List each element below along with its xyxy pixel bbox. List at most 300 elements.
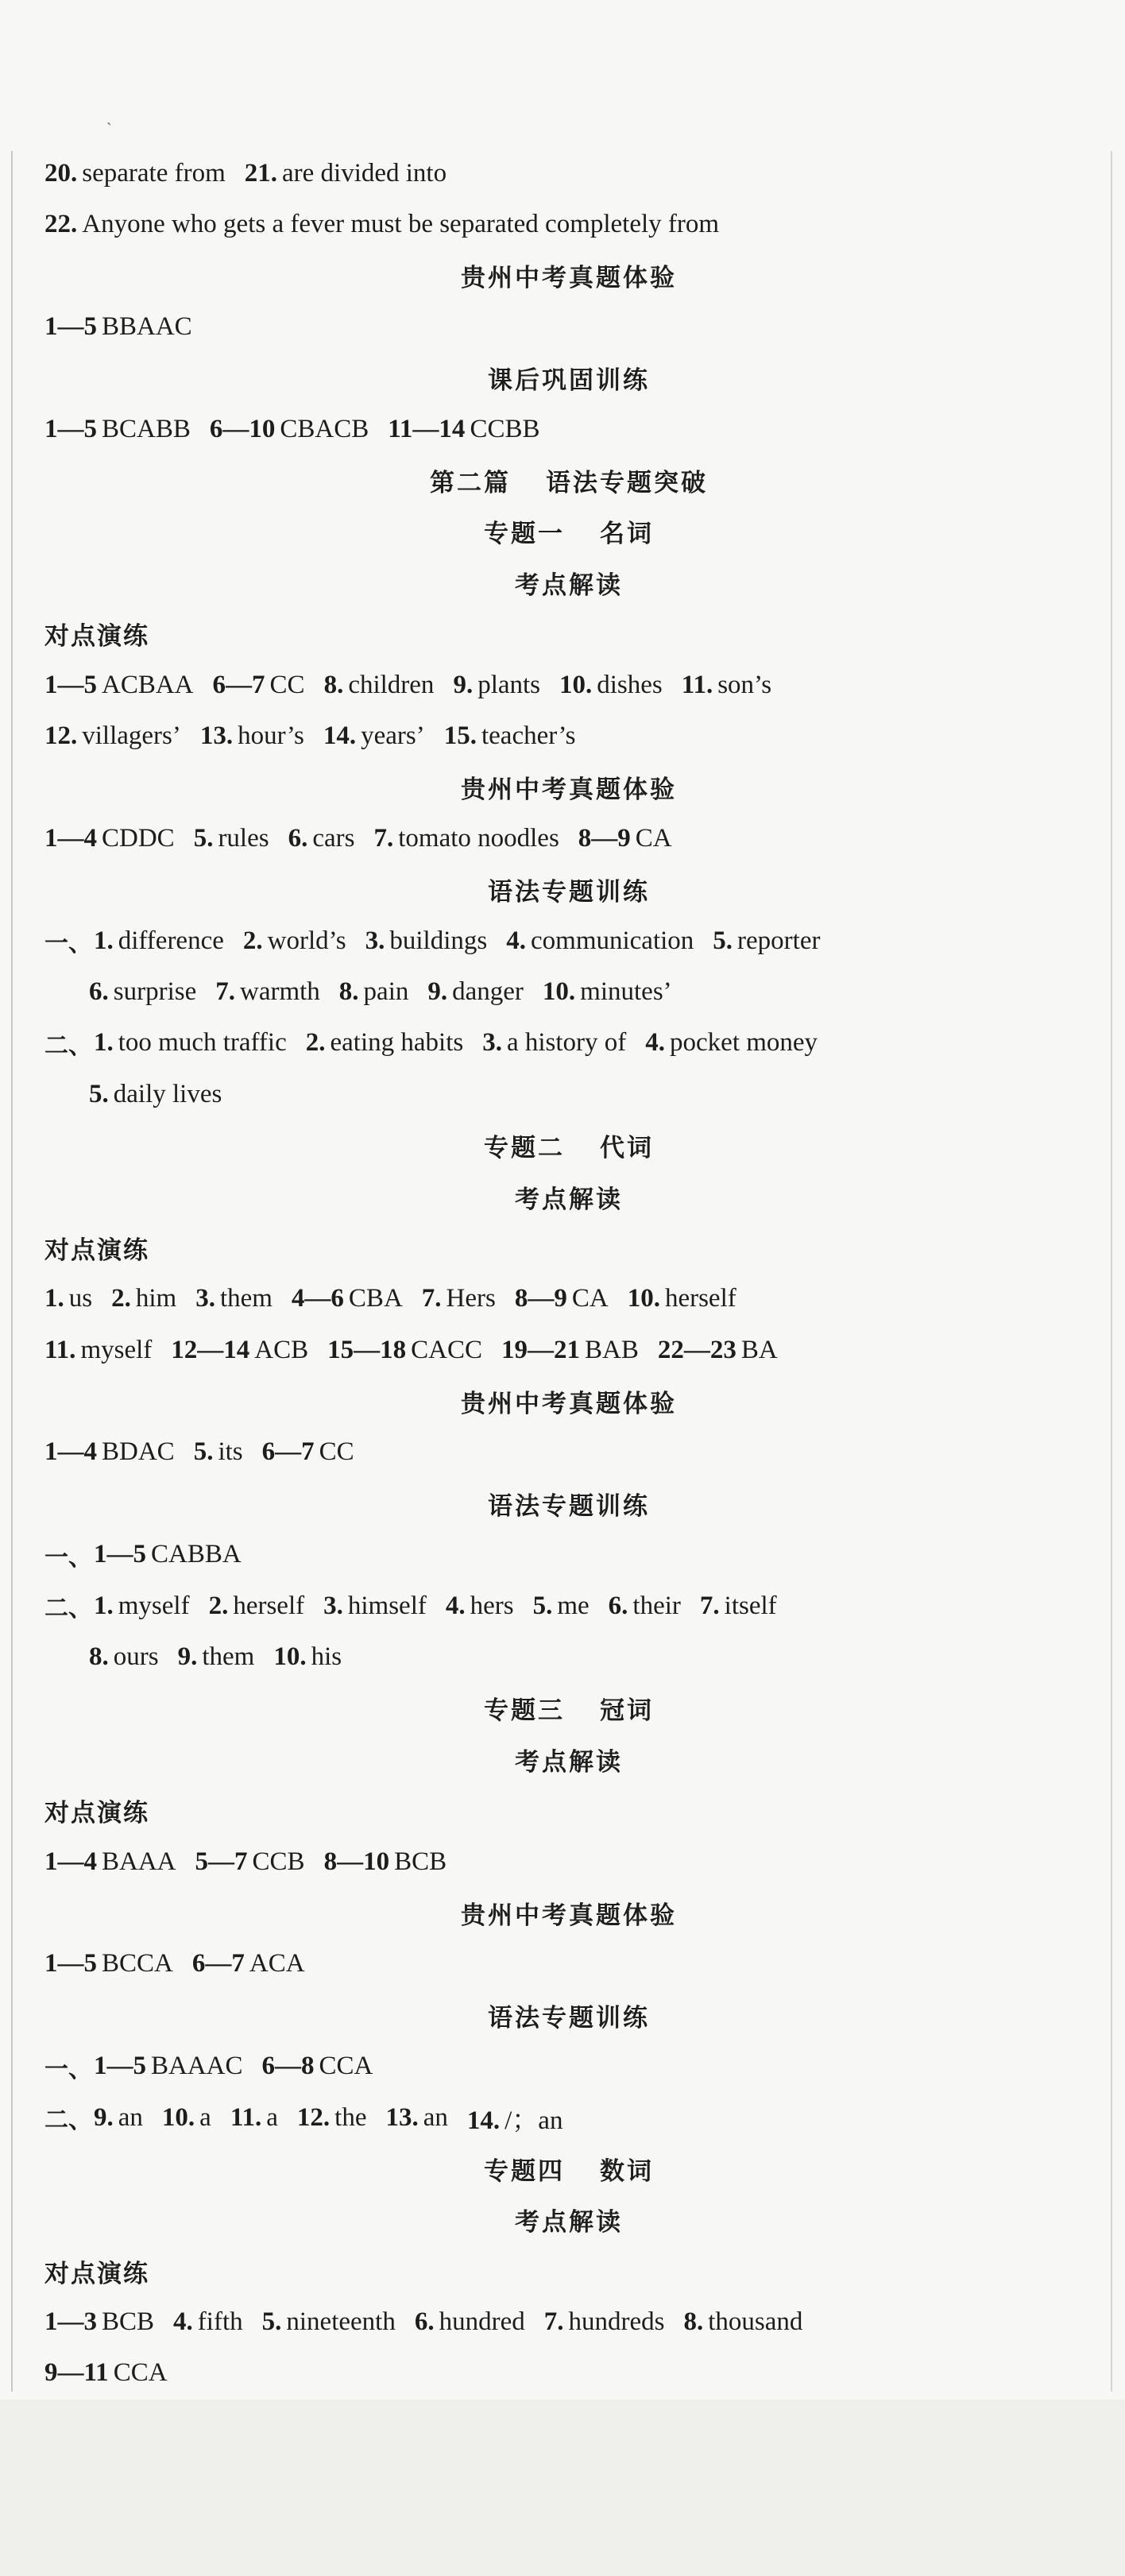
question-number: 7.: [421, 1284, 442, 1313]
question-number: 2.: [111, 1284, 131, 1313]
page-left-rule: [11, 151, 13, 2392]
answer-text: CCA: [319, 2052, 373, 2081]
question-number: 2.: [305, 1028, 326, 1058]
answer-text: teacher’s: [481, 721, 576, 750]
answer-text: warmth: [239, 977, 320, 1006]
section-heading: [44, 1375, 1093, 1426]
question-number: 11.: [681, 670, 713, 699]
answer-item: [306, 1028, 463, 1058]
answer-item: [682, 671, 771, 700]
question-number: 3.: [482, 1028, 502, 1058]
question-number: 13.: [199, 721, 234, 750]
topic-heading-part: 专题二: [484, 1134, 565, 1163]
topic-heading-title: 冠词: [600, 1696, 654, 1726]
answer-item: [482, 1028, 626, 1058]
answer-item: [324, 671, 435, 700]
answer-item: [89, 1080, 222, 1109]
answer-item: [89, 977, 196, 1007]
answer-text: BAB: [585, 1335, 639, 1364]
question-number: 7.: [373, 823, 394, 853]
answer-line: [44, 1580, 1093, 1631]
topic-heading-title: 语法专题突破: [546, 469, 708, 498]
answer-item: [230, 2103, 278, 2133]
question-number: 10.: [273, 1642, 307, 1672]
answer-line: [44, 710, 1093, 761]
answer-item: [273, 1642, 342, 1672]
answer-text: CCA: [113, 2358, 168, 2388]
answer-line: [44, 1530, 1093, 1580]
answer-item: [171, 1336, 308, 1365]
answer-line: [44, 1631, 1093, 1682]
practice-label: [44, 2245, 1093, 2296]
question-number: 12.: [44, 721, 78, 750]
question-number: 10.: [542, 977, 576, 1006]
answer-line: [44, 1018, 1093, 1069]
answer-item: [215, 977, 320, 1007]
answer-text: tomato noodles: [398, 823, 559, 853]
answer-text: difference: [118, 926, 224, 955]
answer-text: itself: [724, 1591, 777, 1620]
answer-line: [44, 1939, 1093, 1990]
answer-item: [44, 210, 719, 239]
answer-line: [44, 404, 1093, 454]
topic-heading-title: 名词: [600, 520, 654, 549]
answer-text: BBAAC: [102, 311, 192, 341]
answer-line: [44, 2348, 1093, 2399]
answer-text: daily lives: [113, 1079, 222, 1108]
answer-item: [44, 1847, 176, 1877]
question-number: 1—4: [44, 1437, 97, 1467]
question-number: 14.: [466, 2106, 501, 2135]
topic-heading: [44, 454, 1093, 505]
question-number: 6.: [608, 1591, 628, 1620]
answer-item: [385, 2103, 447, 2133]
answer-text: CDDC: [102, 823, 175, 853]
section-heading-text: 贵州中考真题体验: [461, 264, 677, 293]
question-number: 10.: [559, 670, 593, 699]
question-number: 3.: [323, 1591, 343, 1620]
answer-text: world’s: [267, 926, 346, 955]
answer-text: ACBAA: [102, 670, 194, 699]
question-number: 1—5: [94, 1540, 146, 1569]
question-number: 6.: [89, 977, 109, 1006]
part-prefix: 一、: [44, 1543, 92, 1572]
answer-item: [444, 721, 576, 751]
section-heading-text: 贵州中考真题体验: [461, 1901, 677, 1930]
question-number: 1—5: [44, 414, 97, 443]
answer-text: a: [199, 2102, 211, 2132]
question-number: 4.: [506, 926, 526, 955]
answer-item: [44, 159, 226, 188]
question-number: 9—11: [44, 2358, 109, 2388]
section-heading-text: 语法专题训练: [488, 1491, 650, 1521]
answer-item: [501, 1336, 639, 1365]
answer-item: [427, 977, 524, 1007]
answer-item: [262, 2307, 396, 2337]
answer-text: /；an: [505, 2106, 563, 2135]
answer-item: [94, 1540, 242, 1569]
answer-item: [288, 824, 355, 853]
part-prefix: 一、: [44, 2055, 92, 2083]
answer-item: [44, 1284, 92, 1313]
question-number: 6—8: [261, 2052, 315, 2081]
answer-text: BCABB: [102, 414, 191, 443]
answer-text: reporter: [737, 926, 821, 955]
question-number: 4.: [173, 2307, 193, 2337]
answer-item: [446, 1592, 514, 1621]
question-number: 21.: [244, 158, 277, 188]
question-number: 2.: [208, 1591, 229, 1620]
answer-text: dishes: [597, 670, 663, 699]
answer-item: [44, 721, 181, 751]
section-heading-text: 课后巩固训练: [488, 366, 650, 396]
question-number: 6.: [414, 2307, 435, 2337]
section-heading: [44, 1990, 1093, 2040]
answer-line: [44, 1325, 1093, 1375]
answer-item: [262, 1437, 354, 1467]
answer-item: [44, 824, 175, 853]
section-heading-text: 语法专题训练: [488, 2003, 650, 2033]
section-heading: [44, 1734, 1093, 1785]
answer-text: herself: [664, 1284, 736, 1313]
answer-text: communication: [531, 926, 694, 955]
answer-text: children: [348, 670, 435, 699]
question-number: 11—14: [388, 414, 466, 443]
question-number: 8—9: [514, 1284, 567, 1313]
answer-item: [94, 2052, 243, 2081]
answer-text: danger: [452, 977, 524, 1006]
answer-item: [94, 2103, 143, 2133]
answer-item: [44, 2307, 154, 2337]
answer-text: CABBA: [151, 1540, 242, 1569]
answer-line: [44, 813, 1093, 864]
answer-text: myself: [80, 1335, 153, 1364]
answer-text: ACA: [249, 1949, 305, 1978]
answer-item: [543, 977, 672, 1007]
question-number: 9.: [453, 670, 474, 699]
topic-heading: [44, 2143, 1093, 2194]
practice-label-text: 对点演练: [44, 1236, 149, 1265]
answer-text: hers: [470, 1591, 514, 1620]
answer-text: CA: [635, 823, 672, 853]
answer-item: [388, 415, 539, 444]
answer-item: [245, 159, 447, 188]
section-heading: [44, 1478, 1093, 1529]
answer-text: CC: [319, 1437, 354, 1467]
answer-item: [44, 312, 192, 342]
question-number: 8—10: [323, 1847, 390, 1876]
topic-heading-part: 专题三: [484, 1696, 565, 1726]
question-number: 1—4: [44, 823, 97, 853]
topic-heading-text: [484, 1127, 654, 1163]
answer-text: buildings: [389, 926, 488, 955]
question-number: 15.: [443, 721, 477, 750]
answer-text: CBACB: [280, 414, 369, 443]
section-heading: [44, 250, 1093, 301]
answer-text: us: [68, 1284, 93, 1313]
section-heading: [44, 2195, 1093, 2245]
question-number: 7.: [699, 1591, 720, 1620]
question-number: 1.: [94, 1591, 114, 1620]
question-number: 6—7: [261, 1437, 315, 1467]
answer-line: [44, 199, 1093, 249]
answer-text: BAAA: [102, 1847, 176, 1876]
answer-text: them: [202, 1642, 255, 1672]
answer-item: [195, 1284, 273, 1313]
part-prefix: 一、: [44, 930, 92, 958]
section-heading: [44, 353, 1093, 404]
answer-item: [415, 2307, 525, 2337]
answer-item: [210, 415, 369, 444]
answer-text: an: [423, 2102, 448, 2132]
part-prefix: 二、: [44, 2106, 92, 2135]
question-number: 5.: [532, 1591, 553, 1620]
answer-text: too much traffic: [118, 1028, 287, 1058]
question-number: 12—14: [171, 1335, 250, 1364]
answer-line: [44, 2040, 1093, 2091]
practice-label-text: 对点演练: [44, 2259, 149, 2288]
answer-item: [44, 2358, 168, 2388]
answer-item: [213, 671, 305, 700]
answer-item: [645, 1028, 818, 1058]
question-number: 1—4: [44, 1847, 97, 1876]
answer-text: a history of: [506, 1028, 627, 1058]
answer-text: CCBB: [470, 414, 540, 443]
question-number: 5.: [193, 823, 214, 853]
question-number: 1—5: [44, 1949, 97, 1978]
question-number: 8.: [89, 1642, 109, 1672]
answer-text: an: [118, 2102, 143, 2132]
question-number: 8.: [323, 670, 344, 699]
question-number: 5.: [713, 926, 733, 955]
answer-item: [111, 1284, 176, 1313]
answer-item: [94, 1592, 190, 1621]
section-heading: [44, 762, 1093, 813]
answer-item: [683, 2307, 802, 2337]
topic-heading: [44, 506, 1093, 557]
practice-label-text: 对点演练: [44, 622, 149, 652]
question-number: 4.: [645, 1028, 666, 1058]
question-number: 6.: [288, 823, 308, 853]
answer-text: years’: [361, 721, 425, 750]
answer-item: [339, 977, 409, 1007]
answer-item: [544, 2307, 665, 2337]
topic-heading: [44, 1120, 1093, 1170]
answer-text: a: [266, 2102, 278, 2132]
answer-text: him: [135, 1284, 177, 1313]
answer-text: BDAC: [102, 1437, 175, 1467]
answer-text: hundreds: [568, 2307, 665, 2337]
ink-speck: ˏ: [106, 108, 112, 126]
topic-heading-title: 代词: [600, 1134, 654, 1163]
answer-item: [327, 1336, 482, 1365]
answer-text: herself: [233, 1591, 305, 1620]
question-number: 5—7: [195, 1847, 248, 1876]
topic-heading-text: [484, 513, 654, 549]
answer-item: [292, 1284, 403, 1313]
answer-line: [44, 966, 1093, 1017]
question-number: 6—7: [212, 670, 265, 699]
answer-item: [658, 1336, 778, 1365]
answer-text: CA: [571, 1284, 609, 1313]
question-number: 1—5: [44, 670, 97, 699]
question-number: 10.: [627, 1284, 660, 1313]
answer-text: his: [311, 1642, 342, 1672]
answer-text: CBA: [348, 1284, 403, 1313]
topic-heading-part: 专题一: [484, 520, 565, 549]
question-number: 5.: [193, 1437, 214, 1467]
answer-text: pocket money: [670, 1028, 818, 1058]
question-number: 1—5: [44, 311, 97, 341]
answer-text: Hers: [446, 1284, 496, 1313]
answer-text: BCB: [102, 2307, 155, 2337]
question-number: 1.: [94, 1028, 114, 1058]
answer-text: plants: [477, 670, 541, 699]
question-number: 9.: [427, 977, 448, 1006]
topic-heading-text: [430, 462, 708, 498]
question-number: 7.: [215, 977, 235, 1006]
answer-item: [209, 1592, 305, 1621]
answer-text: minutes’: [580, 977, 672, 1006]
answer-item: [365, 926, 488, 956]
topic-heading-text: [484, 1690, 654, 1726]
answer-item: [89, 1642, 159, 1672]
section-heading: [44, 864, 1093, 915]
answer-text: CACC: [411, 1335, 482, 1364]
part-prefix: 二、: [44, 1031, 92, 1060]
topic-heading-text: [484, 2151, 654, 2187]
answer-text: rules: [218, 823, 269, 853]
question-number: 6—10: [209, 414, 276, 443]
question-number: 3.: [365, 926, 385, 955]
answer-line: [44, 915, 1093, 966]
answer-item: [200, 721, 304, 751]
page-bottom-margin: [0, 2400, 1125, 2576]
answer-item: [713, 926, 820, 956]
answer-line: [44, 1274, 1093, 1325]
topic-heading-part: 第二篇: [430, 469, 511, 498]
section-heading-text: 考点解读: [515, 571, 623, 600]
answer-line: [44, 301, 1093, 352]
answer-line: [44, 1427, 1093, 1478]
answer-line: [44, 2092, 1093, 2143]
answer-item: [44, 1437, 175, 1467]
answer-text: its: [218, 1437, 243, 1467]
answer-item: [628, 1284, 736, 1313]
question-number: 1.: [94, 926, 114, 955]
question-number: 4.: [445, 1591, 466, 1620]
section-heading: [44, 1171, 1093, 1222]
question-number: 22.: [44, 210, 78, 239]
practice-label-text: 对点演练: [44, 1799, 149, 1828]
question-number: 8.: [338, 977, 359, 1006]
section-heading-text: 考点解读: [515, 1185, 623, 1214]
answer-item: [323, 1592, 427, 1621]
answer-item: [194, 824, 269, 853]
question-number: 19—21: [501, 1335, 580, 1364]
section-heading-text: 贵州中考真题体验: [461, 776, 677, 805]
answer-item: [44, 1949, 173, 1978]
answer-text: CC: [269, 670, 305, 699]
answer-text: hundred: [439, 2307, 525, 2337]
question-number: 12.: [296, 2102, 331, 2132]
answer-text: cars: [312, 823, 355, 853]
answer-item: [559, 671, 663, 700]
question-number: 8.: [683, 2307, 704, 2337]
topic-heading-part: 专题四: [484, 2156, 565, 2186]
question-number: 9.: [177, 1642, 198, 1672]
answer-item: [178, 1642, 255, 1672]
question-number: 2.: [242, 926, 263, 955]
question-number: 10.: [161, 2102, 195, 2132]
answer-item: [243, 926, 346, 956]
answer-item: [609, 1592, 681, 1621]
question-number: 22—23: [657, 1335, 736, 1364]
answer-item: [578, 824, 672, 853]
question-number: 3.: [195, 1284, 215, 1313]
answer-item: [162, 2103, 211, 2133]
answer-text: pain: [363, 977, 409, 1006]
question-number: 1.: [44, 1284, 64, 1313]
answer-item: [173, 2307, 243, 2337]
section-heading-text: 考点解读: [515, 2208, 623, 2238]
answer-text: himself: [347, 1591, 427, 1620]
answer-item: [700, 1592, 777, 1621]
answer-item: [44, 415, 191, 444]
answer-item: [323, 721, 425, 751]
page-right-rule: [1111, 151, 1112, 2392]
question-number: 11.: [230, 2102, 262, 2132]
question-number: 6—7: [191, 1949, 245, 1978]
answer-line: [44, 148, 1093, 199]
answer-item: [94, 926, 224, 956]
answer-line: [44, 2296, 1093, 2347]
section-heading-text: 语法专题训练: [488, 878, 650, 907]
question-number: 13.: [385, 2102, 419, 2132]
question-number: 20.: [44, 158, 78, 188]
answer-text: BA: [740, 1335, 778, 1364]
question-number: 11.: [44, 1335, 76, 1364]
answer-text: them: [219, 1284, 273, 1313]
answer-item: [422, 1284, 496, 1313]
answer-item: [297, 2103, 367, 2133]
answer-text: me: [557, 1591, 590, 1620]
answer-line: [44, 659, 1093, 710]
answer-text: fifth: [197, 2307, 243, 2337]
answer-content: [44, 148, 1093, 2399]
section-heading: [44, 1887, 1093, 1938]
answer-text: villagers’: [82, 721, 181, 750]
answer-line: [44, 1836, 1093, 1887]
answer-item: [453, 671, 540, 700]
answer-text: are divided into: [282, 158, 447, 188]
question-number: 1—3: [44, 2307, 97, 2337]
answer-item: [94, 1028, 287, 1058]
answer-item: [324, 1847, 447, 1877]
answer-text: BCB: [394, 1847, 447, 1876]
answer-item: [192, 1949, 305, 1978]
answer-text: nineteenth: [286, 2307, 396, 2337]
answer-text: BCCA: [102, 1949, 173, 1978]
answer-text: their: [632, 1591, 681, 1620]
question-number: 5.: [261, 2307, 282, 2337]
question-number: 8—9: [578, 823, 631, 853]
question-number: 1—5: [94, 2052, 146, 2081]
practice-label: [44, 1785, 1093, 1836]
answer-text: Anyone who gets a fever must be separated completely from: [82, 210, 720, 239]
answer-item: [515, 1284, 609, 1313]
question-number: 4—6: [291, 1284, 344, 1313]
